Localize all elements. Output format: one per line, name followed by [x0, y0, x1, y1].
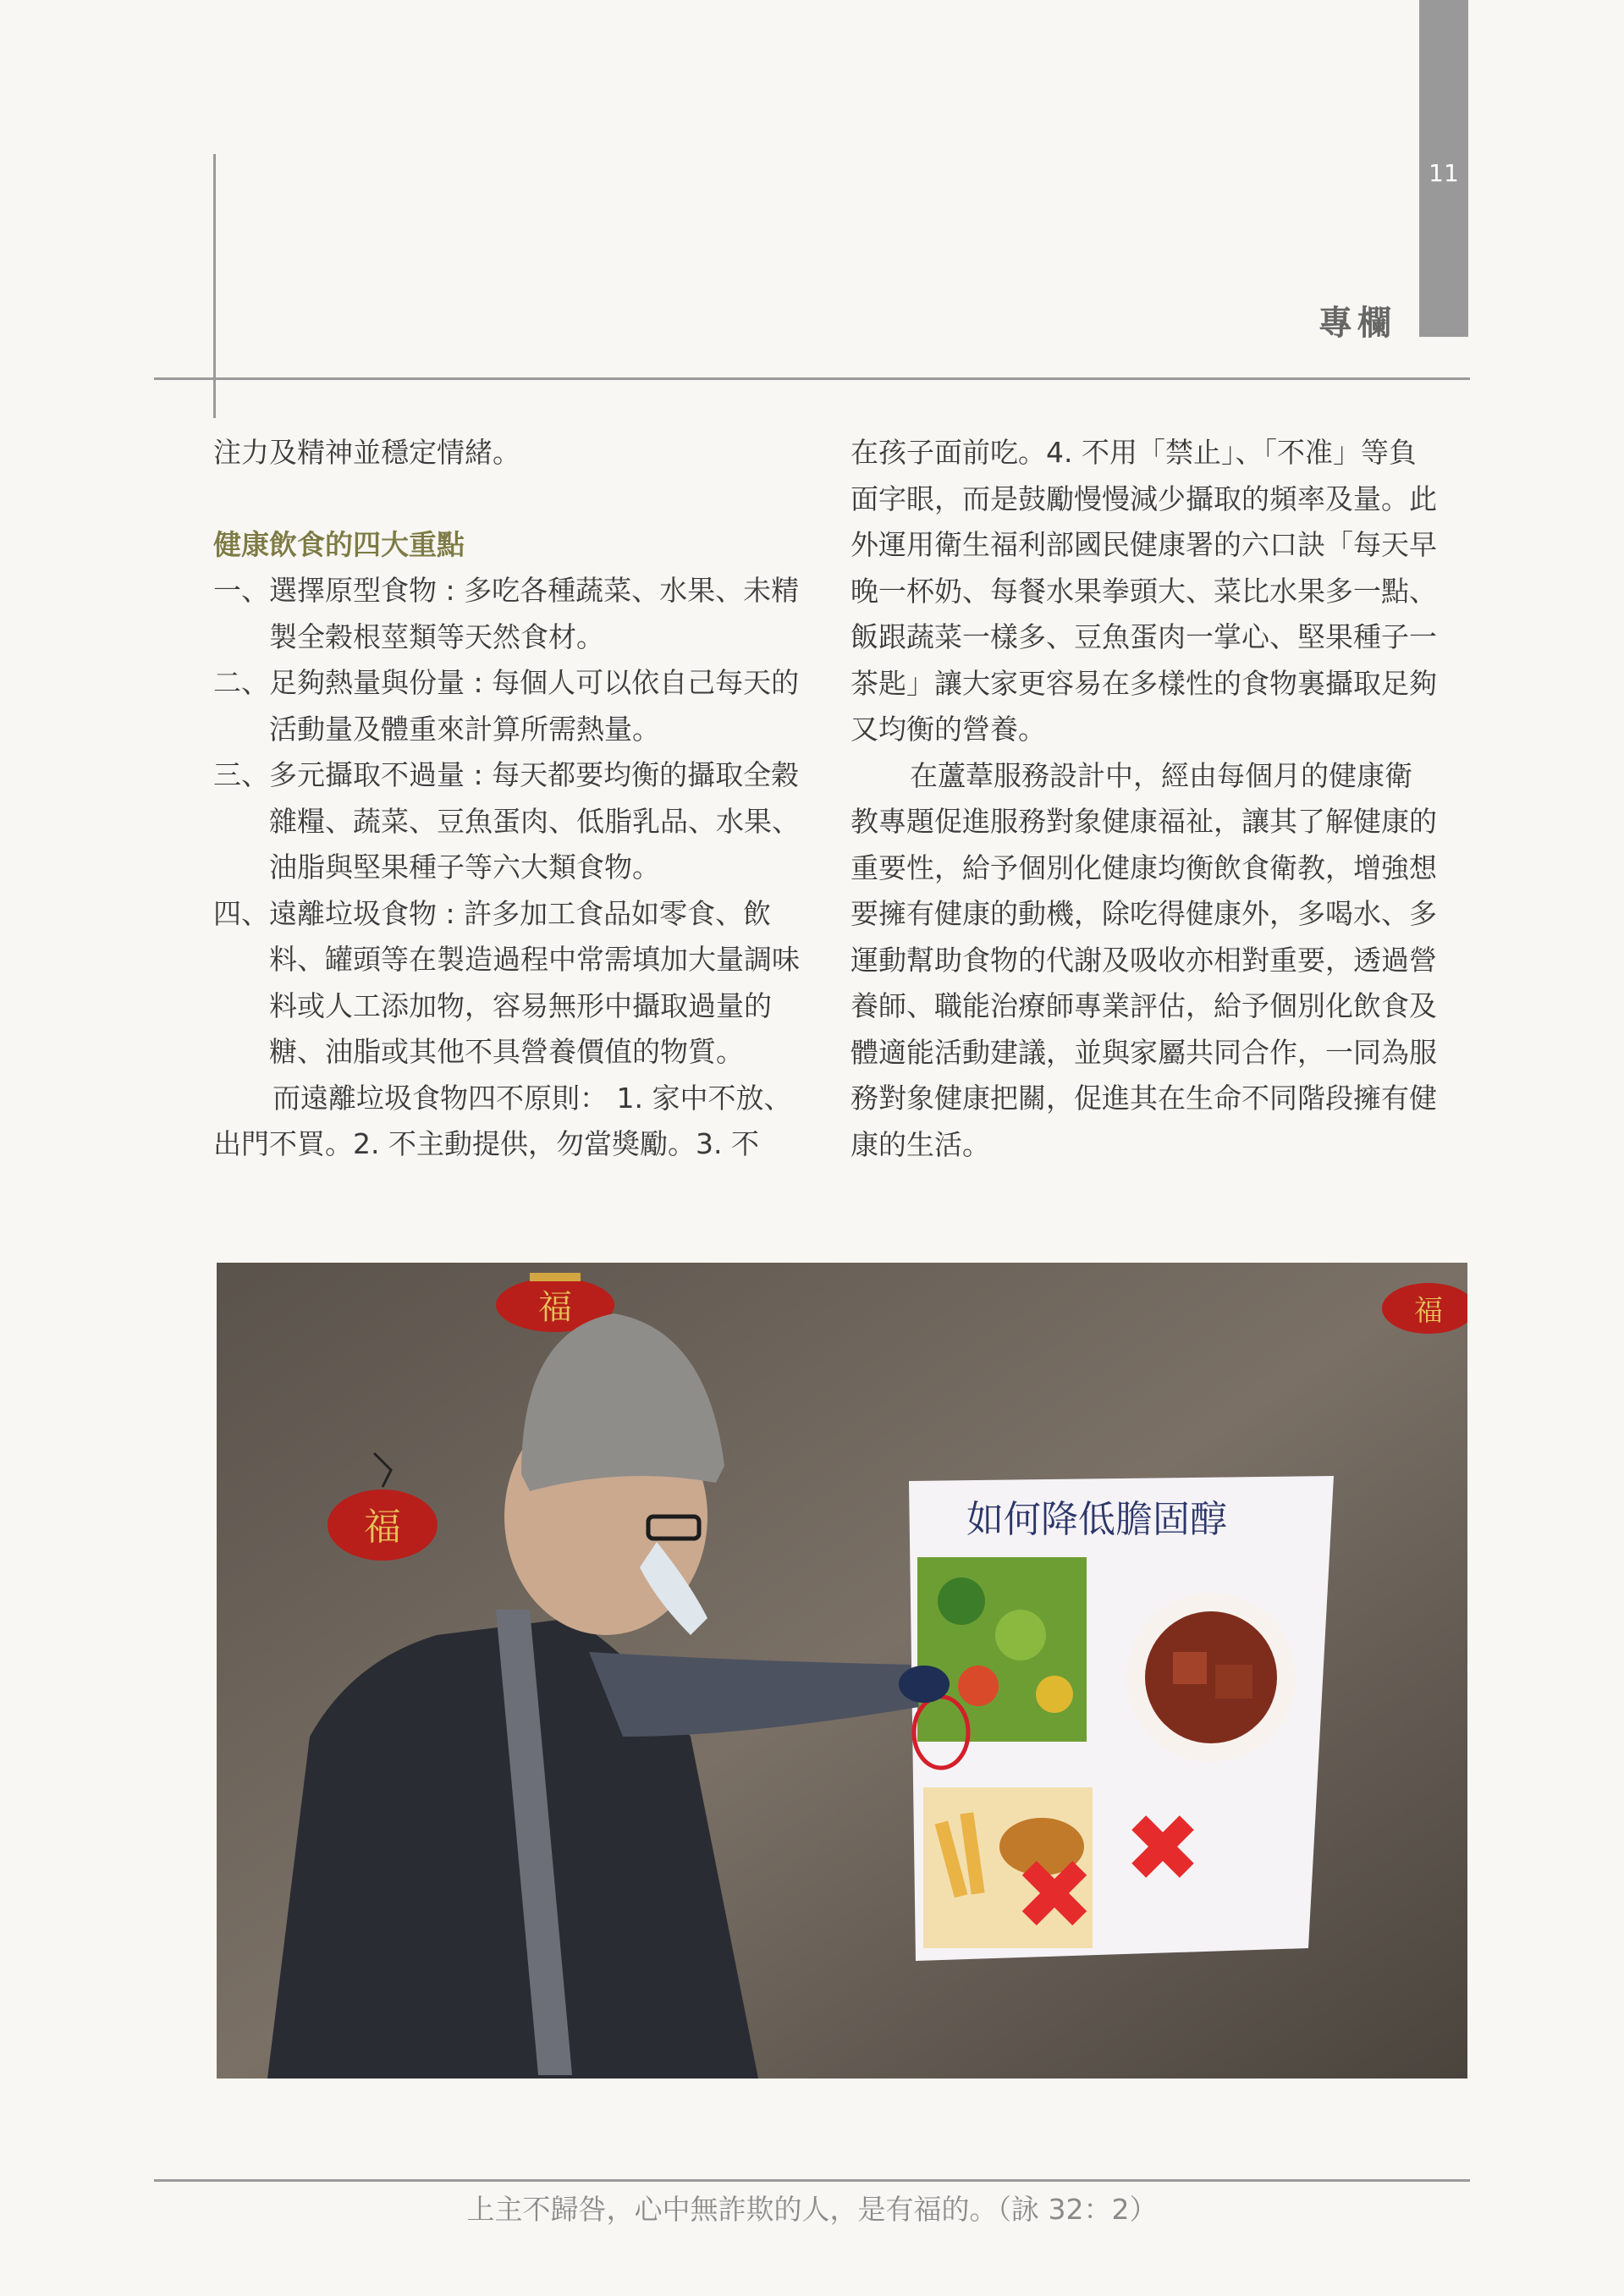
closing-paragraph: 而遠離垃圾食物四不原則： 1. 家中不放、出門不買。2. 不主動提供，勿當獎勵。3. 不	[213, 1081, 792, 1160]
list-item-text: 足夠熱量與份量 : 每個人可以依自己每天的活動量及體重來計算所需熱量。	[269, 666, 800, 746]
list-item	[213, 568, 802, 660]
lantern-character: 福	[364, 1506, 401, 1549]
list-item-text: 選擇原型食物 : 多吃各種蔬菜、水果、未精製全穀根莖類等天然食材。	[269, 574, 800, 653]
footer-verse: 上主不歸咎，心中無詐欺的人，是有福的。（詠 32：2）	[466, 2193, 1158, 2226]
list-item-number: 三、	[213, 758, 269, 791]
article-photo	[217, 1263, 1467, 2079]
left-column	[213, 430, 802, 1168]
right-column	[851, 430, 1440, 1168]
list-item-text: 多元攝取不過量 : 每天都要均衡的攝取全穀雜糧、蔬菜、豆魚蛋肉、低脂乳品、水果、油脂與堅果種子等六大類食物。	[269, 758, 800, 884]
list-item-number: 一、	[213, 574, 269, 607]
section-heading: 健康飲食的四大重點	[213, 527, 465, 561]
list-item-text: 遠離垃圾食物 : 許多加工食品如零食、飲料、罐頭等在製造過程中常需填加大量調味料或人工添加物，容易無形中攝取過量的糖、油脂或其他不具營養價值的物質。	[269, 896, 800, 1068]
section-title: 專欄	[1318, 304, 1396, 343]
footer-rule	[154, 2179, 1470, 2182]
lantern-character: 福	[538, 1288, 572, 1327]
page-number: 11	[1429, 159, 1459, 187]
header-horizontal-rule	[154, 377, 1470, 380]
list-item-number: 二、	[213, 666, 269, 699]
list-item	[213, 752, 802, 891]
lantern-character: 福	[1414, 1294, 1443, 1328]
list-item	[213, 660, 802, 752]
projected-slide	[909, 1476, 1334, 1961]
list-item	[213, 891, 802, 1076]
body-paragraph: 在孩子面前吃。4. 不用「禁止」、「不准」等負面字眼，而是鼓勵慢慢減少攝取的頻率及量。此外運用衛生福利部國民健康署的六口訣「每天早晚一杯奶、每餐水果拳頭大、菜比水果多一點、飯跟蔬菜一樣多、豆魚蛋肉一掌心、堅果種子一茶匙」讓大家更容易在多樣性的食物裏攝取足夠又均衡的營養。	[851, 436, 1437, 746]
list-item-number: 四、	[213, 896, 269, 930]
intro-paragraph: 注力及精神並穩定情緒。	[213, 436, 520, 469]
slide-title: 如何降低膽固醇	[966, 1498, 1227, 1541]
body-paragraph: 在蘆葦服務設計中，經由每個月的健康衛教專題促進服務對象健康福祉，讓其了解健康的重要性，給予個別化健康均衡飲食衛教，增強想要擁有健康的動機，除吃得健康外，多喝水、多運動幫助食物的代謝及吸收亦相對重要，透過營養師、職能治療師專業評估，給予個別化飲食及體適能活動建議，並與家屬共同合作，一同為服務對象健康把關，促進其在生命不同階段擁有健康的生活。	[851, 758, 1437, 1161]
